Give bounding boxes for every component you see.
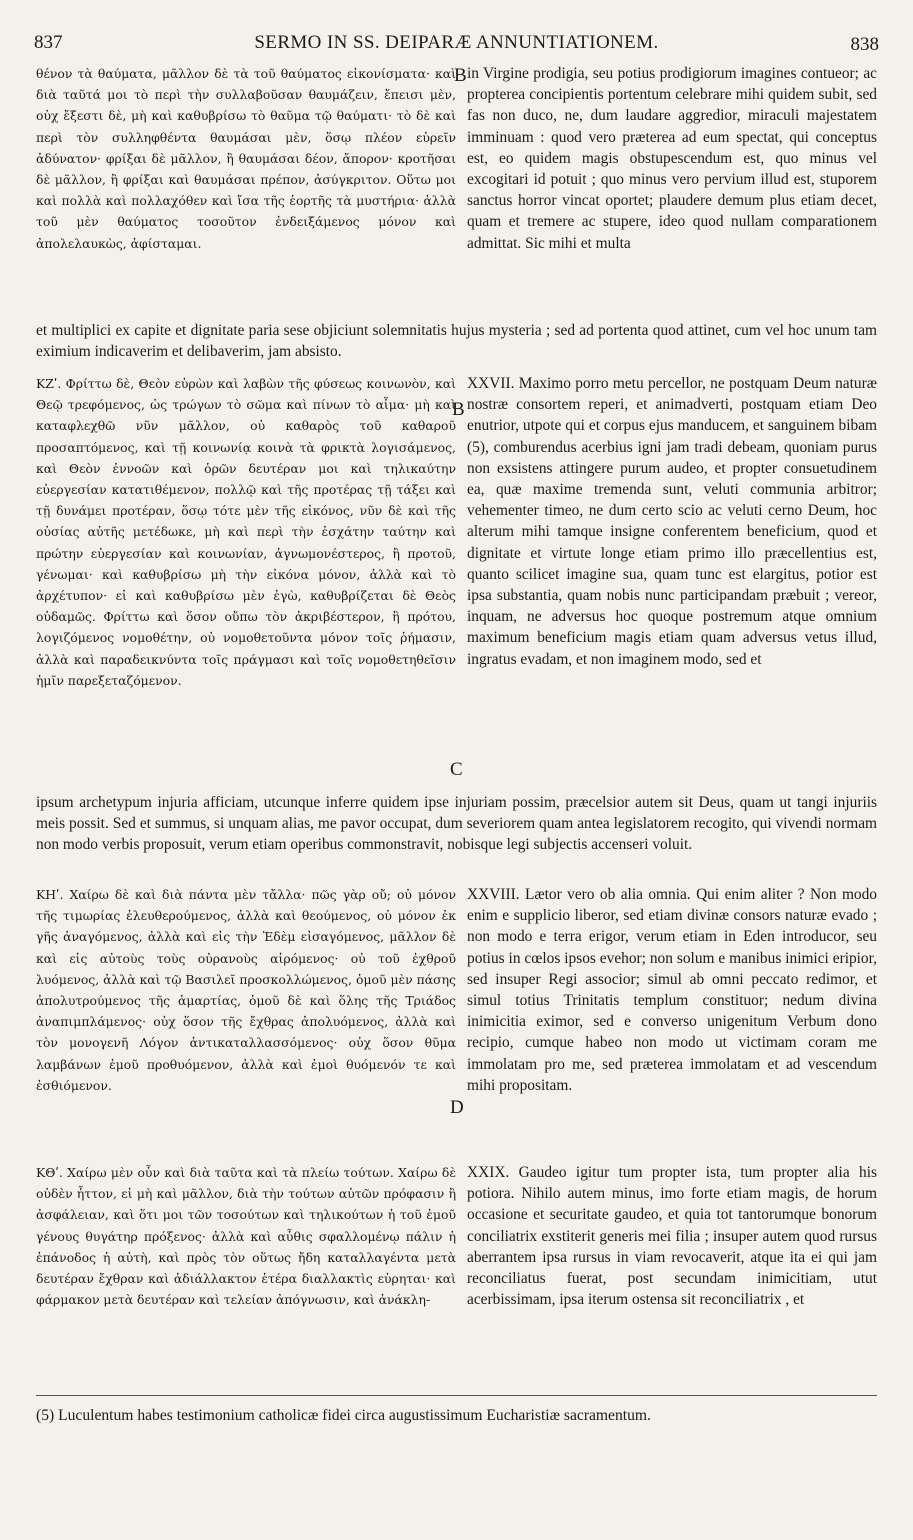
latin-paragraph: XXVIII. Lætor vero ob alia omnia. Qui enim aliter ? Non modo enim e supplicio liberor, sed etiam divinæ consors naturæ evado ; non modo e terra erigor, verum etiam in Eden introducor, seu potius in cœlos ipsos evehor; non solum e manibus inimici eripior, sed insuper Regi associor; simul ab omni peccato redimor, et simul totius Trinitatis templum constituor; nedum divina inimicitia eximor, sed e converso unigenitum Verbum dono recipio, cumque habeo non modo ut victimam coram me immolatam pro me, sed præterea immolatam et ad vescendum mihi propositam. bbox=[467, 886, 877, 1094]
page-number-left: 837 bbox=[34, 32, 63, 53]
page-number-right: 838 bbox=[850, 34, 879, 55]
greek-column-block-3 bbox=[36, 884, 456, 1096]
latin-full-width-1 bbox=[36, 320, 877, 362]
footnote-block bbox=[36, 1406, 877, 1426]
greek-column-block-1 bbox=[36, 63, 456, 254]
latin-column-block-2 bbox=[467, 373, 877, 670]
greek-column-block-2 bbox=[36, 373, 456, 691]
latin-paragraph: in Virgine prodigia, seu potius prodigiorum imagines contueor; ac propterea concipientis portentum celebrare mihi quidem subit, sed fas non duco, ne, dum laudare aggredior, miraculi majestatem imminuam : quod vero præterea ad eum spectat, qui conceptus est, eo quidem magis obstupescendum est, quo minus vel excogitari id potuit ; quo minus vero pervium illud est, stuporem sanctus horror vincat oportet; plaudere demum plus etiam decet, quam et tremere ac stupere, ideo quod nullam comparationem admittat. Sic mihi et multa bbox=[467, 65, 877, 252]
greek-paragraph: ΚΖʹ. Φρίττω δὲ, Θεὸν εὑρὼν καὶ λαβὼν τῆς φύσεως κοινωνὸν, καὶ Θεῷ τρεφόμενος, ὡς τρώγων τὸ σῶμα καὶ πίνων τὸ αἷμα· μὴ καὶ καταφλεχθῶ νῦν μᾶλλον, οὐ καθαρὸς τοῦ καθαροῦ προσαπτόμενος, καὶ τῇ κοινωνίᾳ κοινὰ τὰ φρικτὰ λογισάμενος, καὶ Θεὸν ἐννοῶν καὶ ὁρῶν δευτέραν μοι καὶ τηλικαύτην εὐεργεσίαν κατατιθέμενον, πολλῷ καὶ τῆς προτέρας τῇ τάξει καὶ τῇ δυνάμει προτέραν, ὅσῳ τότε μὲν τῆς εἰκόνος, νῦν δὲ καὶ τῆς οὐσίας αὐτῆς μετέδωκε, μὴ καὶ περὶ τὴν ἐσχάτην ταύτην καὶ πρώτην εὐεργεσίαν καὶ κοινωνίαν, ἀγνωμονέστερος, ἢ προτοῦ, γένωμαι· καὶ καθυβρίσω μὴ τὴν εἰκόνα μόνον, ἀλλὰ καὶ τὸ ἀρχέτυπον· εἰ καὶ καθυβρίσω μὲν ἐγὼ, καθυβρίζεται δὲ Θεὸς οὐδαμῶς. Φρίττω καὶ ὅσον οὔπω τὸν ἀκριβέστερον, ἢ πρότου, λογιζόμενος νομοθέτην, οὐ νομοθετοῦντα μόνον τοῖς ῥήμασιν, ἀλλὰ καὶ παραδεικνύντα τοῖς πράγμασι καὶ τοῖς νομοθετηθεῖσιν ἡμῖν παρεξεταζόμενον. bbox=[36, 376, 456, 688]
latin-column-block-1 bbox=[467, 63, 877, 254]
latin-paragraph: XXIX. Gaudeo igitur tum propter ista, tum propter alia his potiora. Nihilo autem minus, imo forte etiam magis, de horum occasione et securitate gaudeo, et quia tot tantorumque bonorum conciliatrix exstiterit generis mei filia ; insuper autem quod rursus aberrantem ipsa rursus in viam revocaverit, atque ita ei qui jam reconciliatus fuerat, post secundam inimicitiam, utut acerbissimam, ipsa iterum ostensa sit reconciliatrix , et bbox=[467, 1164, 877, 1309]
latin-paragraph-full: et multiplici ex capite et dignitate paria sese objiciunt solemnitatis hujus mysteria ; sed ad portenta quod attinet, cum vel hoc unum tam eximium indicaverim et delibaverim, jam absisto. bbox=[36, 322, 877, 361]
running-header bbox=[34, 32, 879, 58]
margin-mark-d: D bbox=[450, 1097, 464, 1118]
latin-paragraph-full: ipsum archetypum injuria afficiam, utcunque inferre quidem ipse injuriam possim, præcelsior autem sit Deus, quam ut tangi injuriis meis possit. Sed et summus, si unquam alias, me pavor occupat, dum severiorem quam antea legislatorem recogito, qui vivendi normam non modo verbis proposuit, verum etiam operibus commonstravit, nobisque legi subjectis accenseri voluit. bbox=[36, 794, 877, 854]
greek-column-block-4 bbox=[36, 1162, 456, 1310]
greek-paragraph: θένον τὰ θαύματα, μᾶλλον δὲ τὰ τοῦ θαύματος εἰκονίσματα· καὶ διὰ ταῦτά μοι τὸ περὶ τὴν συλλαβοῦσαν θαυμάζειν, ἔπεισι μὲν, οὐχ ἔξεστι δὲ, μὴ καὶ καθυβρίσω τὸ θαῦμα τῷ θαύματι· τὸ δὲ καὶ περὶ τὸν συλληφθέντα θαυμάσαι μὲν, ὅσῳ πλέον εὑρεῖν ἀδύνατον· φρίξαι δὲ μᾶλλον, ἢ θαυμάσαι δέον, ἄπορον· κροτῆσαι δὲ μᾶλλον, ἢ φρίξαι καὶ θαυμάσαι πρέπον, ἀσύγκριτον. Οὕτω μοι καὶ πολλὰ καὶ πολλαχόθεν καὶ ἴσα τῆς ἑορτῆς τὰ μυστήρια· ἀλλὰ τοῦ μὲν θαύματος τοσοῦτον ἐνδειξάμενος μόνον καὶ ἀπολελαυκὼς, ἀφίσταμαι. bbox=[36, 66, 456, 251]
footnote-rule bbox=[36, 1395, 877, 1396]
margin-mark-b: B bbox=[454, 65, 467, 86]
latin-column-block-3 bbox=[467, 884, 877, 1096]
latin-full-width-2 bbox=[36, 792, 877, 856]
latin-paragraph: XXVII. Maximo porro metu percellor, ne postquam Deum naturæ nostræ consortem reperi, et animadverti, postquam etiam Deo enutrior, utpote qui et corpus ejus manducem, et sanguinem bibam (5), comburendus acerbius igni jam tradi debeam, quoniam purus non exsistens attingere purum audeo, et propter consuetudinem ea, quæ maxime tremenda sunt, veluti communia arbitror; vehementer timeo, ne dum certo scio ac veluti cerno Deum, hoc alterum mihi tamque insigne conferentem beneficium, quod et dignitate et virtute longe etiam primo illo præcellentius est, quanto scilicet imagine sua, quam tunc est elargitus, potior est ipsa substantia, quam nobis nunc participandam præbuit ; vereor, inquam, ne adversus hoc quoque postremum atque omnium maximum beneficium magis etiam quam adversus vetus illud, ingratus evadam, et non imaginem modo, sed et bbox=[467, 375, 877, 668]
running-title: SERMO IN SS. DEIPARÆ ANNUNTIATIONEM. bbox=[254, 32, 659, 53]
greek-paragraph: ΚΘʹ. Χαίρω μὲν οὖν καὶ διὰ ταῦτα καὶ τὰ πλείω τούτων. Χαίρω δὲ οὐδὲν ἧττον, εἰ μὴ καὶ μᾶλλον, διὰ τὴν τούτων αὐτῶν πρόφασιν ἢ ἀσφάλειαν, καὶ ὅτι μοι τῶν τοσούτων καὶ τηλικούτων ἡ τοῦ ἐμοῦ γένους θυγάτηρ πρόξενος· ἀλλὰ καὶ αὖθις σφαλλομένῳ πάλιν ἡ ἐπάνοδος ἡ αὐτὴ, καὶ πρὸς τὸν οὕτως ἤδη καταλλαγέντα μετὰ δευτέραν ἔχθραν καὶ ἀδιάλλακτον ἑτέρα διαλλακτὶς εὑρηται· καὶ φάρμακον μετὰ δευτέραν καὶ τελείαν ἀπόγνωσιν, καὶ ἀνάκλη- bbox=[36, 1165, 456, 1308]
greek-paragraph: ΚΗʹ. Χαίρω δὲ καὶ διὰ πάντα μὲν τἄλλα· πῶς γὰρ οὔ; οὐ μόνον τῆς τιμωρίας ἐλευθερούμενος, ἀλλὰ καὶ θεούμενος, οὐ μόνον ἐκ γῆς ἀναγόμενος, ἀλλὰ καὶ εἰς τὴν Ἐδὲμ εἰσαγόμενος, μᾶλλον δὲ καὶ εἰς αὐτοὺς τοὺς οὐρανοὺς αἰρόμενος· οὐ τοῦ ἐχθροῦ λυόμενος, ἀλλὰ καὶ τῷ Βασιλεῖ προσκολλώμενος, ὁμοῦ μὲν πάσης ἀπολυτρούμενος τῆς ἁμαρτίας, ὁμοῦ δὲ καὶ ὅλης τῆς Τριάδος ἀναπιμπλάμενος· οὐχ ὅσον τῆς ἔχθρας ἀπολυόμενος, ἀλλὰ καὶ τὸν μονογενῆ Λόγον ἀντικαταλλασσόμενος· οὐχ ὅσον θῦμα λαμβάνων ἐμοῦ προθυόμενον, ἀλλὰ καὶ ἐμοὶ θυόμενόν τε καὶ ἐσθιόμενον. bbox=[36, 887, 456, 1093]
footnote: (5) Luculentum habes testimonium catholicæ fidei circa augustissimum Eucharistiæ sacramentum. bbox=[36, 1407, 651, 1424]
latin-column-block-4 bbox=[467, 1162, 877, 1310]
margin-mark-b: B bbox=[452, 399, 465, 420]
margin-mark-c: C bbox=[450, 759, 463, 780]
